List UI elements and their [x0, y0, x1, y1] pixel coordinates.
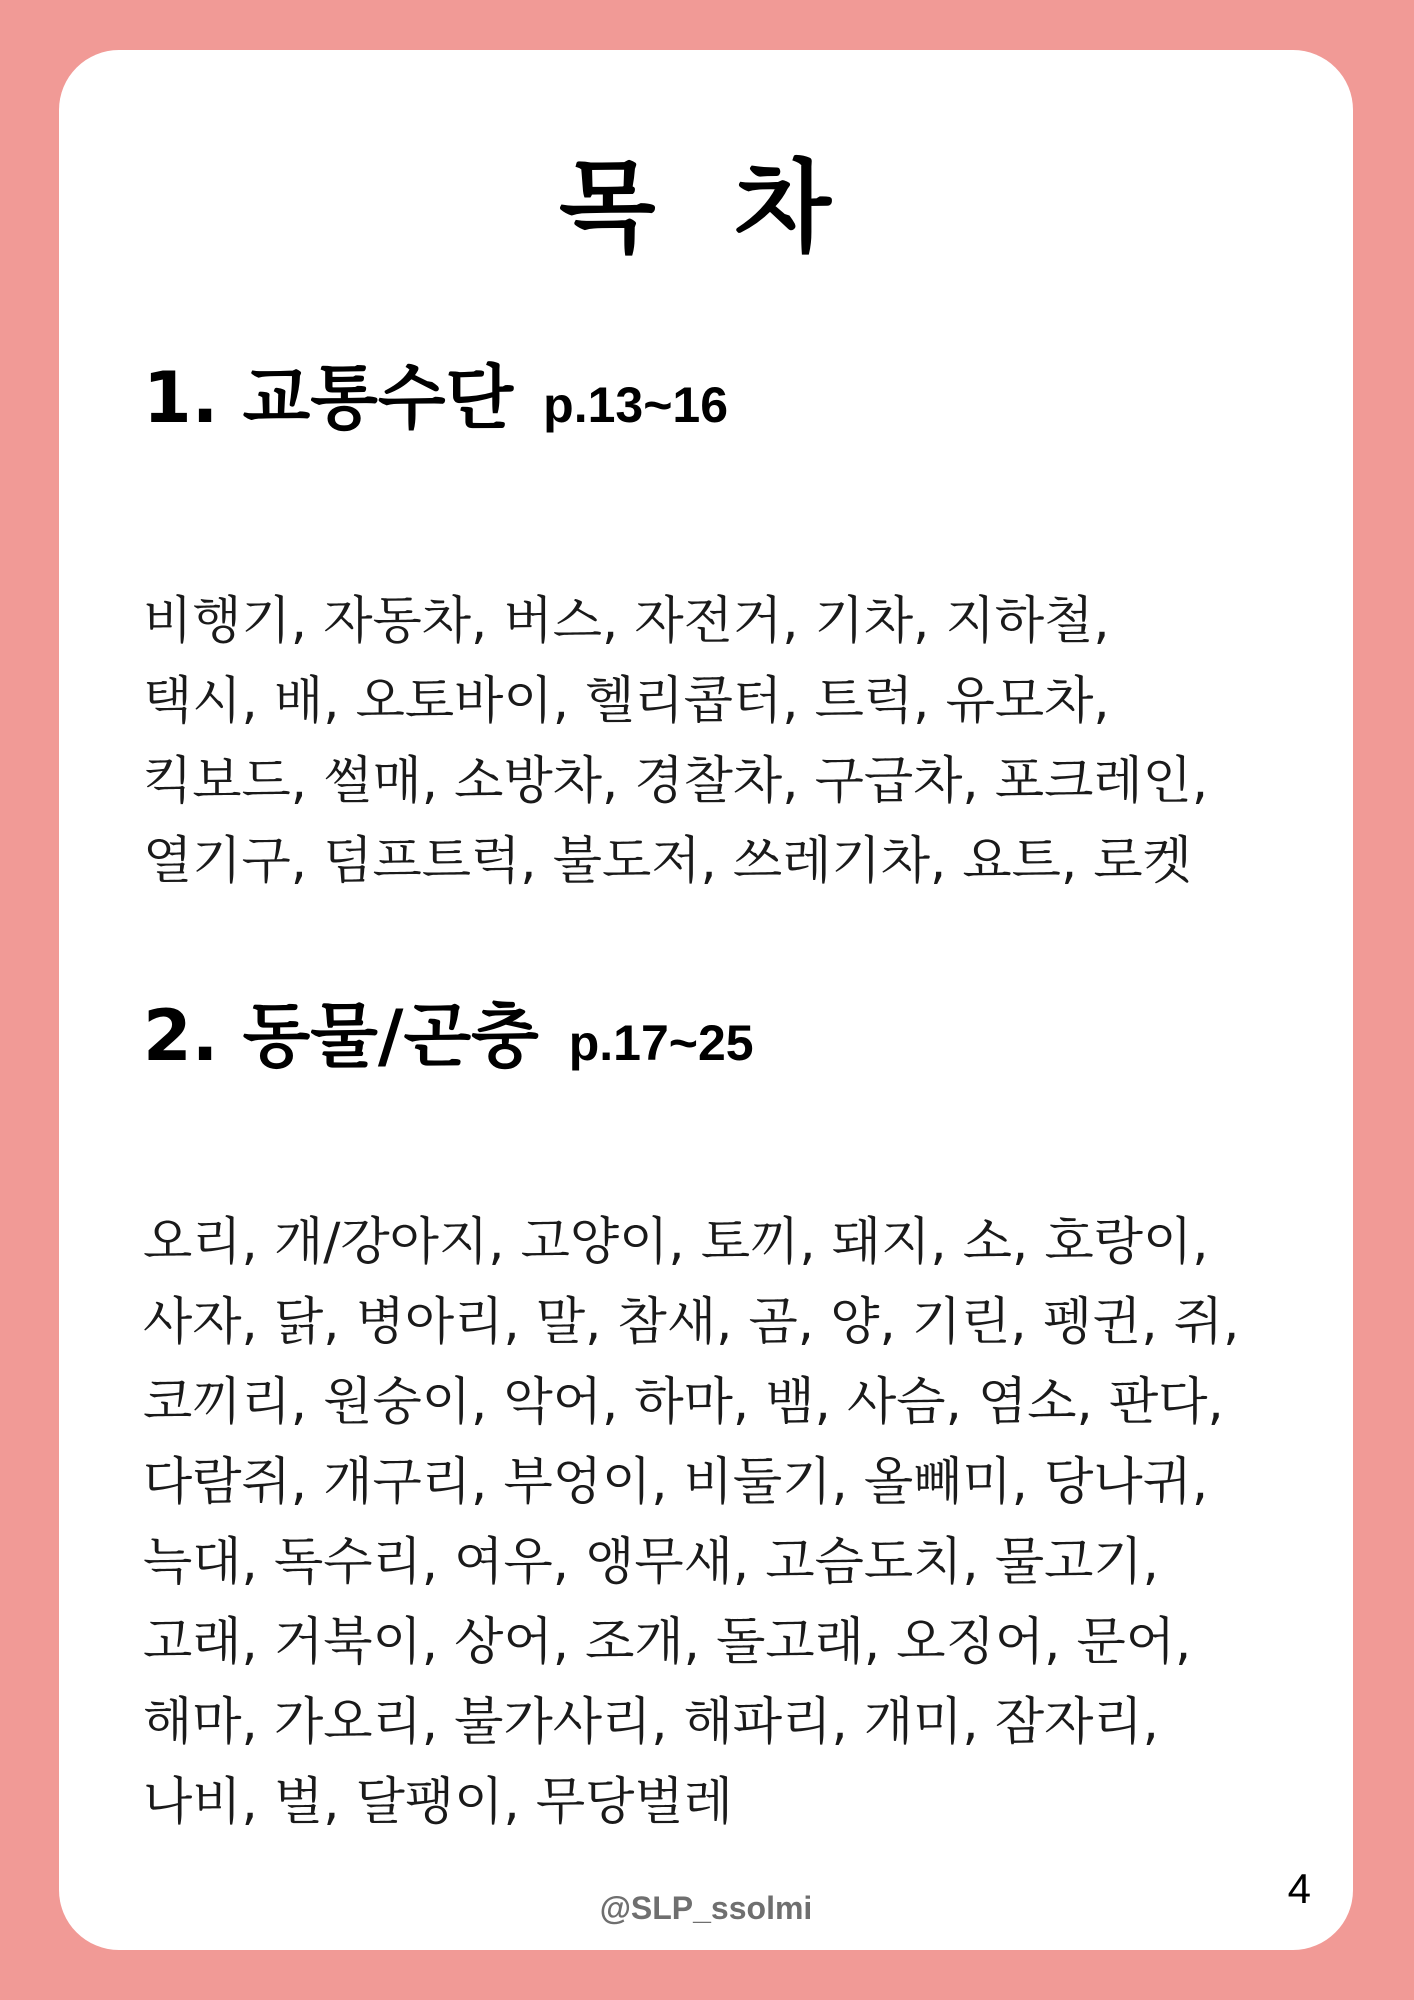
section-heading-animals: [143, 980, 754, 1081]
item-line: 열기구, 덤프트럭, 불도저, 쓰레기차, 요트, 로켓: [143, 832, 1192, 891]
item-line: 나비, 벌, 달팽이, 무당벌레: [143, 1773, 733, 1832]
item-line: 오리, 개/강아지, 고양이, 토끼, 돼지, 소, 호랑이,: [143, 1213, 1209, 1272]
item-line: 킥보드, 썰매, 소방차, 경찰차, 구급차, 포크레인,: [143, 752, 1209, 811]
item-line: 사자, 닭, 병아리, 말, 참새, 곰, 양, 기린, 펭귄, 쥐,: [143, 1293, 1240, 1352]
section-items-animals: [143, 1203, 1323, 1843]
item-line: 해마, 가오리, 불가사리, 해파리, 개미, 잠자리,: [143, 1693, 1159, 1752]
page-number: 4: [1287, 1865, 1311, 1912]
item-line: 택시, 배, 오토바이, 헬리콥터, 트럭, 유모차,: [143, 672, 1110, 731]
item-line: 비행기, 자동차, 버스, 자전거, 기차, 지하철,: [143, 592, 1110, 651]
section-heading-transport: [143, 342, 728, 443]
item-line: 늑대, 독수리, 여우, 앵무새, 고슴도치, 물고기,: [143, 1533, 1159, 1592]
item-line: 코끼리, 원숭이, 악어, 하마, 뱀, 사슴, 염소, 판다,: [143, 1373, 1224, 1432]
page-title: 목 차: [558, 149, 853, 266]
item-line: 고래, 거북이, 상어, 조개, 돌고래, 오징어, 문어,: [143, 1613, 1192, 1672]
section-page-range: p.13~16: [543, 377, 729, 433]
section-title: 2. 동물/곤충: [143, 995, 539, 1077]
section-title: 1. 교통수단: [143, 357, 514, 439]
item-line: 다람쥐, 개구리, 부엉이, 비둘기, 올빼미, 당나귀,: [143, 1453, 1209, 1512]
page-card: [59, 50, 1353, 1950]
author-handle: @SLP_ssolmi: [599, 1890, 813, 1926]
section-page-range: p.17~25: [568, 1015, 754, 1071]
section-items-transport: [143, 582, 1323, 902]
